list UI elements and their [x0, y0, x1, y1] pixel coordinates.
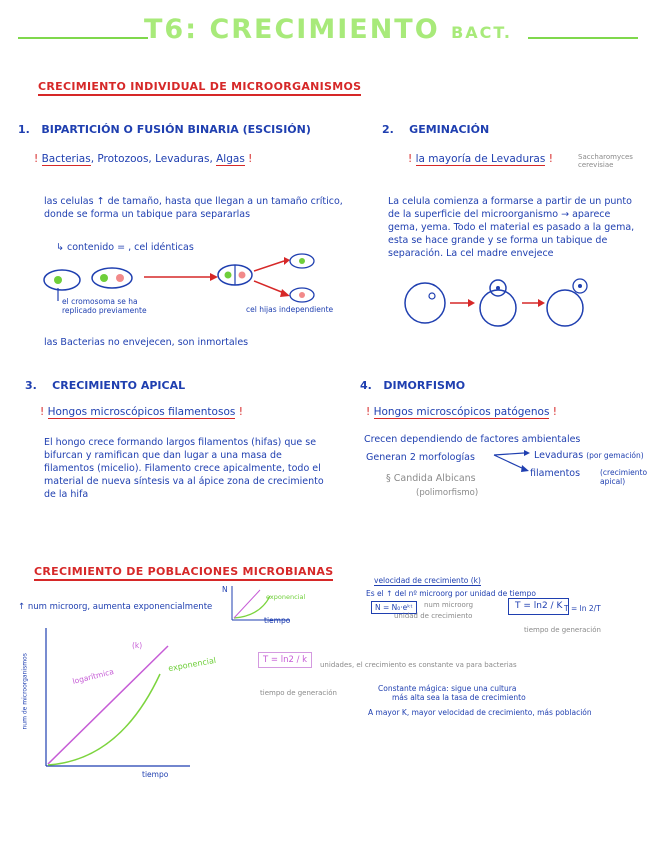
morphology-arrows	[494, 447, 534, 477]
item1-text: las celulas ↑ de tamaño, hasta que llegan a un tamaño crítico, donde se forma un tabique para separarlas	[44, 196, 343, 220]
item4-morph2-note: (crecimiento apical)	[600, 468, 648, 486]
formula1-note-right: unidades, el crecimiento es constante va para bacterias	[320, 661, 517, 669]
item3-highlight: ! Hongos microscópicos filamentosos !	[40, 406, 243, 418]
title-abbr: BACT.	[451, 23, 512, 42]
yeast-cell-3	[547, 290, 583, 326]
item4-heading: 4. DIMORFISMO	[360, 379, 466, 392]
item1-organisms: ! Bacterias, Protozoos, Levaduras, Algas !	[34, 153, 253, 165]
mini-graph-xlabel: tiempo	[264, 616, 291, 625]
exp-curve	[48, 674, 160, 765]
arrow-2	[254, 261, 284, 271]
title-number: T6:	[144, 14, 199, 45]
velocity-note1: num microorg	[424, 601, 474, 609]
cell-2	[92, 268, 132, 288]
yeast-cell-1	[405, 283, 445, 323]
section2-lead: ↑ num microorg, aumenta exponencialmente	[18, 602, 213, 612]
item3-heading: 3. CRECIMIENTO APICAL	[25, 379, 186, 392]
chromosome-1	[54, 276, 62, 284]
big-graph-xlabel: tiempo	[142, 770, 169, 779]
item4-text1: Crecen dependiendo de factores ambientales	[364, 434, 581, 445]
item4-morph2: filamentos	[530, 468, 581, 479]
mini-graph-ylabel: N	[222, 585, 228, 594]
item1-content-note: ↳ contenido = , cel idénticas	[56, 242, 194, 253]
closing-line1: Constante mágica: sigue una cultura	[378, 684, 517, 693]
item3-text: El hongo crece formando largos filamentos (hifas) que se bifurcan y ramifican que dan lugar a una masa de filamentos (micelio). Filamento crece apicalmente, todo el material de nueva síntesis va al ápice zona de crecimiento de la hifa	[44, 437, 324, 500]
item4-example-note: (polimorfismo)	[416, 488, 479, 498]
item2-heading: 2. GEMINACIÓN	[382, 123, 490, 136]
item2-text: La celula comienza a formarse a partir de un punto de la superficie del microorganismo → aparece gema, yema. Todo el material es pasado a la gema, esta se hace grande y se forma un tabique de separación. La cel madre envejece	[388, 196, 635, 259]
big-growth-graph	[40, 628, 190, 773]
velocity-formula2-note: tiempo de generación	[524, 626, 601, 634]
big-graph-curve-label: exponencial	[167, 655, 217, 674]
budding-diagram	[400, 278, 600, 333]
formula1-box: T = ln2 / k	[258, 652, 312, 668]
big-graph-line-label: logarítmica	[71, 667, 115, 686]
big-graph-ylabel: num de microorganismos	[21, 653, 29, 730]
page-title	[0, 14, 656, 45]
formula1-note-below: tiempo de generación	[260, 689, 337, 697]
section2-title: CRECIMIENTO DE POBLACIONES MICROBIANAS	[34, 565, 333, 578]
item2-highlight: ! la mayoría de Levaduras !	[408, 153, 553, 165]
big-graph-line-k: (k)	[132, 641, 143, 650]
arrow-3	[254, 281, 284, 293]
item1-heading: 1. BIPARTICIÓN O FUSIÓN BINARIA (ESCISIÓN)	[18, 123, 311, 136]
item4-example: § Candida Albicans	[386, 473, 476, 484]
item4-text2: Generan 2 morfologías	[366, 452, 475, 463]
mini-graph-curve-label: exponencial	[266, 593, 306, 601]
log-line	[48, 646, 168, 764]
velocity-formula2-right: T = ln 2/T	[564, 604, 601, 613]
item4-highlight: ! Hongos microscópicos patógenos !	[366, 406, 557, 418]
item4-morph1: Levaduras (por gemación)	[534, 450, 644, 461]
velocity-title: velocidad de crecimiento (k)	[374, 576, 481, 585]
title-main: CRECIMIENTO	[209, 14, 440, 45]
item1-footer: las Bacterias no envejecen, son inmortales	[44, 337, 249, 348]
closing-line3: A mayor K, mayor velocidad de crecimiento, más población	[368, 708, 592, 717]
velocity-formula2-box: T = ln2 / K	[508, 598, 569, 615]
item2-side-note: Saccharomyces cerevisiae	[578, 153, 633, 169]
velocity-formula-box: N = N₀·eᵏᵗ	[371, 601, 417, 614]
item1-caption-left: el cromosoma se ha replicado previamente	[62, 297, 147, 315]
item1-caption-right: cel hijas independiente	[246, 305, 334, 314]
section1-title: CRECIMIENTO INDIVIDUAL DE MICROORGANISMOS	[38, 80, 361, 93]
velocity-note2: unidad de crecimiento	[394, 612, 473, 620]
closing-line2: más alta sea la tasa de crecimiento	[392, 693, 526, 702]
velocity-definition: Es el ↑ del nº microorg por unidad de tiempo	[366, 589, 536, 598]
